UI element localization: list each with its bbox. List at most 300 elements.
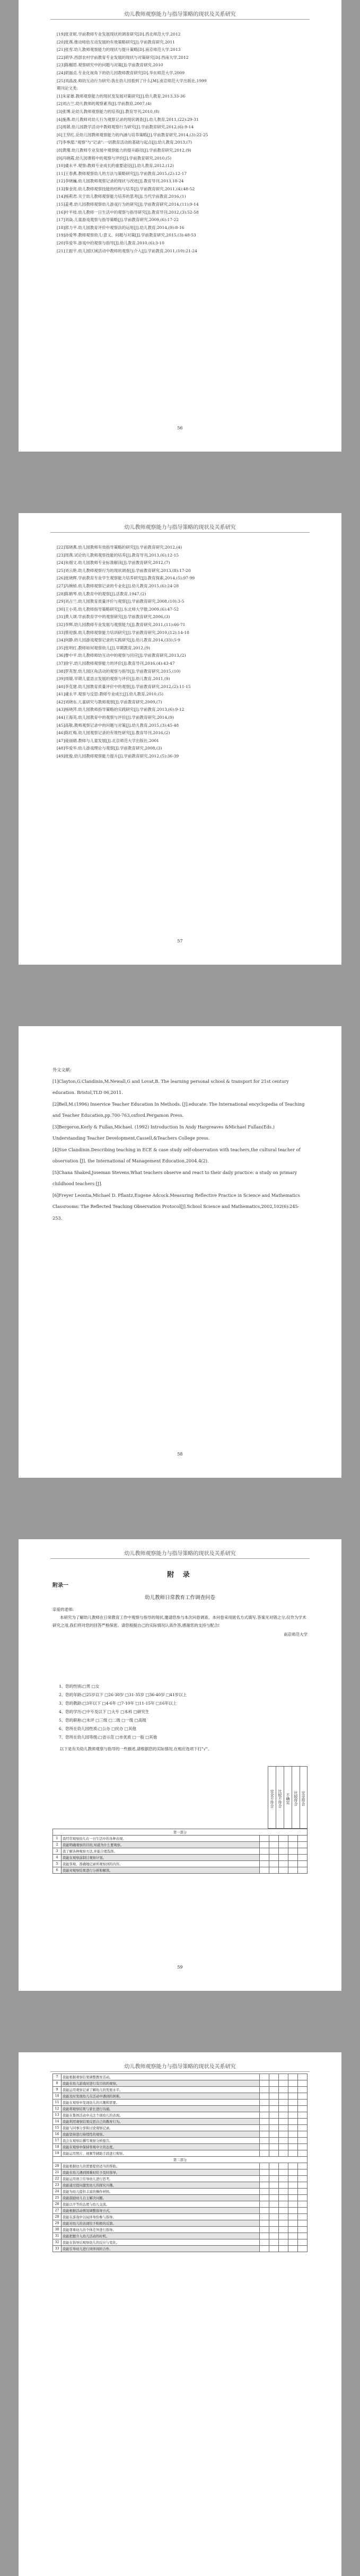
question-row (53, 2150, 308, 2157)
question-number: 29 (53, 2220, 62, 2227)
answer-cell[interactable] (269, 2112, 279, 2119)
answer-cell[interactable] (269, 2195, 279, 2201)
answer-cell[interactable] (269, 2201, 279, 2208)
reference-entry: [19]张亚妮.学前教师专业发展现状的调查研究[D].西北师范大学,2012 (57, 32, 181, 37)
answer-cell[interactable] (288, 2182, 298, 2189)
question-number: 3 (53, 1848, 62, 1855)
foreign-references-heading: 外文文献: (52, 1067, 72, 1072)
basic-info-item: 3、您的教龄:□3年以下 □4-6年 □7-10年 □11-15年 □16年以上 (59, 1701, 177, 1706)
answer-cell[interactable] (288, 2074, 298, 2080)
answer-cell[interactable] (298, 1867, 308, 1874)
answer-cell[interactable] (288, 2080, 298, 2087)
answer-cell[interactable] (269, 2169, 279, 2176)
answer-cell[interactable] (298, 2119, 308, 2125)
answer-cell[interactable] (298, 2214, 308, 2220)
answer-cell[interactable] (288, 2195, 298, 2201)
reference-entry: [1]Clayton,G.Clandinin,M.Newall,G and Lovat,B. The learning personal school & transport for 21st century education. Bristol,TLD 06,2011. (52, 1078, 289, 1095)
answer-cell[interactable] (260, 2099, 269, 2106)
reference-entry: [27]冯婉桢.幼儿教师观察记录的专业化[J].幼儿教育,2015,(6):24-28 (57, 583, 179, 588)
answer-cell[interactable] (279, 2220, 288, 2227)
answer-cell[interactable] (298, 2233, 308, 2239)
answer-cell[interactable] (260, 1842, 269, 1848)
question-number: 9 (53, 2087, 62, 2093)
answer-column-header: 完全符合 (300, 1766, 308, 1829)
answer-cell[interactable] (260, 2182, 269, 2189)
reference-entry: [41]虞永平.观察与反思:教师专业成长[J].幼儿教育,2010,(5) (57, 692, 164, 697)
reference-entry: [10]虞永平.观察:教师专业成长的重要途径[J].幼儿教育,2012,(12) (57, 163, 174, 169)
answer-cell[interactable] (279, 2106, 288, 2112)
answer-cell[interactable] (260, 2227, 269, 2233)
answer-cell[interactable] (288, 2201, 298, 2208)
answer-cell[interactable] (288, 2233, 298, 2239)
answer-cell[interactable] (260, 2080, 269, 2087)
question-number: 8 (53, 2080, 62, 2087)
question-text: 我能尊重幼儿的个体差异进行指导。 (62, 2227, 260, 2233)
answer-cell[interactable] (298, 1842, 308, 1848)
answer-cell[interactable] (279, 1836, 288, 1842)
question-number: 16 (53, 2131, 62, 2138)
answer-cell[interactable] (260, 2150, 269, 2157)
question-text: 我能将观察结果与家长进行沟通。 (62, 2106, 260, 2112)
reference-entry: [22]胡华.西部农村学前教育专业发展的现状与对策研究[D].西南大学,2012 (57, 55, 189, 60)
answer-cell[interactable] (288, 1842, 298, 1848)
answer-cell[interactable] (288, 2239, 298, 2246)
answer-cell[interactable] (288, 2169, 298, 2176)
question-number: 6 (53, 1867, 62, 1874)
appendix-title: 附 录 (167, 1571, 193, 1579)
question-number: 30 (53, 2227, 62, 2233)
answer-cell[interactable] (298, 2201, 308, 2208)
answer-cell[interactable] (279, 2119, 288, 2125)
question-text: 我能利用观察结果反思自己的教育行为。 (62, 2119, 260, 2125)
answer-cell[interactable] (298, 2227, 308, 2233)
reference-entry: [24]朱细文.幼儿园教师专业标准解读[J].学前教育研究,2012,(7) (57, 560, 170, 566)
answer-cell[interactable] (269, 2214, 279, 2220)
answer-cell[interactable] (260, 2125, 269, 2131)
question-number: 28 (53, 2214, 62, 2220)
question-row (53, 1861, 308, 1867)
answer-cell[interactable] (298, 2182, 308, 2189)
answer-cell[interactable] (260, 2246, 269, 2252)
reference-entry: [14]杨莉君.关于幼儿教师观察能力培养的思考[J].当代学前教育,2016,(1) (57, 194, 186, 199)
answer-cell[interactable] (260, 1836, 269, 1842)
answer-cell[interactable] (260, 2233, 269, 2239)
reference-entry: [3]张博.论幼儿教师观察能力的培养[J].教育导刊,2010,(8) (57, 109, 160, 114)
answer-cell[interactable] (288, 1867, 298, 1874)
answer-cell[interactable] (279, 1855, 288, 1861)
question-row (53, 2144, 308, 2150)
reference-entry: [26]张晓辉.学前教育专业学生观察能力培养研究[J].教育探索,2014,(5):97-99 (57, 576, 195, 581)
answer-cell[interactable] (260, 2131, 269, 2138)
reference-entry: [42]刘晓东.儿童研究与教师观察[J].学前教育研究,2009,(7) (57, 699, 162, 704)
question-text: 我能把握介入幼儿活动的时机。 (62, 2233, 260, 2239)
intro-paragraph: 本研究为了解幼儿教师在日常教育工作中观察与指导的现状,邀请您参与本次问卷调查。本问卷采用匿名方式填写,答案无对错之分,仅作为学术研究之用,我们将对您的回答严格保密。请您根据自己的实际情况认真作答,感谢您的支持与配合! (52, 1615, 306, 1628)
question-text: 我能根据活动情况调整指导方式。 (62, 2208, 260, 2214)
answer-column-header: 完全不符合 (268, 1766, 276, 1829)
answer-cell[interactable] (279, 2169, 288, 2176)
question-row (53, 1867, 308, 1874)
answer-cell[interactable] (298, 1861, 308, 1867)
answer-cell[interactable] (298, 2176, 308, 2182)
reference-entry: [13]秦金亮.幼儿教师观察技能的结构与培养[J].学前教育研究,2011,(4):48-52 (57, 186, 195, 191)
answer-cell[interactable] (269, 2208, 279, 2214)
reference-entry: [39]周兢.早期儿童语言发展的观察与评价[J].幼儿教育,2011,(9) (57, 676, 170, 682)
question-number: 7 (53, 2074, 62, 2080)
question-text: 我能客观、准确地记录所观察到的内容。 (62, 1861, 260, 1867)
answer-cell[interactable] (288, 2144, 298, 2150)
answer-cell[interactable] (260, 2176, 269, 2182)
reference-entry: [43]杨晓萍.幼儿园教师指导策略的实践研究[J].学前教育,2013,(6):9-12 (57, 707, 185, 712)
reference-entry: [25]刘晶波.师幼互动行为研究:我在幼儿园看到了什么[M].南京师范大学出版社,1999 (57, 78, 207, 83)
reference-entry: [24]胡福贞.专业化视角下的幼儿园教师教育研究[D].华东师范大学,2009 (57, 70, 185, 75)
question-text: 我能根据幼儿的需要提供适当的帮助。 (62, 2163, 260, 2169)
answer-cell[interactable] (260, 2074, 269, 2080)
question-number: 20 (53, 2163, 62, 2169)
reference-entry: [36]曹中平.幼儿教师师幼互动中的观察与回应[J].学前教育研究,2013,(2) (57, 653, 186, 658)
question-row (53, 2189, 308, 2195)
reference-entry: [8]黄瑾.幼儿教师专业发展中观察能力的提升路径[J].学前教育研究,2012,(9) (57, 147, 191, 153)
question-text: 我能运用观察记录了解幼儿的发展水平。 (62, 2087, 260, 2093)
answer-cell[interactable] (269, 1861, 279, 1867)
answer-cell[interactable] (279, 2080, 288, 2087)
reference-entry: [20]张燕.推动师幼互动发展的有效策略研究[J].学前教育研究,2011 (57, 39, 175, 45)
answer-cell[interactable] (279, 2208, 288, 2214)
answer-cell[interactable] (269, 1867, 279, 1874)
answer-cell[interactable] (288, 2119, 298, 2125)
answer-cell[interactable] (260, 2239, 269, 2246)
reference-entry: [49]张俊.幼儿园教师观察能力提升[J].学前教育研究,2012,(5):36-39 (57, 754, 179, 759)
instruction (52, 1745, 308, 1753)
answer-cell[interactable] (260, 2220, 269, 2227)
question-text: 我能鼓励幼儿自主解决问题。 (62, 2195, 260, 2201)
reference-entry: [5]周兢.幼儿园教学活动中教师观察行为研究[J].学前教育研究,2012,(6):9-14 (57, 125, 194, 130)
reference-entry: [6]王坚红.论幼儿园教师观察能力的内涵与培养策略[J].学前教育研究,2014,(3):22-25 (57, 132, 208, 137)
answer-cell[interactable] (260, 1855, 269, 1861)
question-number: 14 (53, 2119, 62, 2125)
answer-cell[interactable] (260, 2112, 269, 2119)
reference-entry: [40]李克建.幼儿园教育质量评价中的观察[J].学前教育研究,2012,(2):11-15 (57, 684, 191, 689)
reference-entry: [33]蔡迎旗.幼儿教师观察能力培训研究[J].学前教育研究,2010,(12):14-18 (57, 630, 189, 635)
answer-cell[interactable] (279, 2227, 288, 2233)
answer-cell[interactable] (279, 2099, 288, 2106)
question-row (53, 2233, 308, 2239)
answer-cell[interactable] (279, 2093, 288, 2099)
question-text: 我能与同事分享和讨论观察记录。 (62, 2125, 260, 2131)
answer-cell[interactable] (260, 2093, 269, 2099)
answer-cell[interactable] (269, 2125, 279, 2131)
answer-cell[interactable] (279, 2233, 288, 2239)
answer-cell[interactable] (298, 2195, 308, 2201)
question-text: 我能根据观察结果调整教育活动。 (62, 2074, 260, 2080)
answer-cell[interactable] (288, 2125, 298, 2131)
answer-cell[interactable] (269, 2220, 279, 2227)
appendix-subtitle: 附录一 (52, 1583, 68, 1589)
answer-cell[interactable] (279, 2087, 288, 2093)
answer-cell[interactable] (260, 2189, 269, 2195)
question-number: 21 (53, 2169, 62, 2176)
question-text: 我能在幼儿遇到困难时给予及时指导。 (62, 2169, 260, 2176)
answer-cell[interactable] (269, 2087, 279, 2093)
reference-entry: [31]黄人颂.学前教育学中的观察研究[J].学前教育研究,2006,(3) (57, 614, 170, 620)
answer-cell[interactable] (269, 2074, 279, 2080)
page-number: 59 (177, 1965, 183, 1970)
answer-cell[interactable] (260, 2163, 269, 2169)
answer-cell[interactable] (269, 2099, 279, 2106)
answer-cell[interactable] (269, 2093, 279, 2099)
question-row (53, 2119, 308, 2125)
question-text: 我能坚持进行持续性的观察。 (62, 2131, 260, 2138)
document-page-1 (19, 0, 341, 452)
answer-cell[interactable] (260, 2214, 269, 2220)
basic-info-item: 2、您的年龄:□25岁以下 □26-30岁 □31-35岁 □36-40岁 □41岁以上 (59, 1692, 187, 1697)
question-number: 15 (53, 2125, 62, 2131)
reference-entry: 期刊论文类: (57, 86, 78, 91)
answer-cell[interactable] (288, 2106, 298, 2112)
answer-cell[interactable] (288, 2112, 298, 2119)
question-number: 32 (53, 2239, 62, 2246)
question-row (53, 2220, 308, 2227)
question-row (53, 2163, 308, 2169)
answer-cell[interactable] (279, 2074, 288, 2080)
answer-cell[interactable] (260, 1867, 269, 1874)
answer-cell[interactable] (269, 2239, 279, 2246)
reference-entry: [11]王春燕.教师观察幼儿的方法与策略研究[J].学前教育,2015,(2):12-17 (57, 171, 187, 176)
answer-cell[interactable] (279, 2125, 288, 2131)
basic-info-list (59, 1682, 308, 1742)
question-row (53, 1848, 308, 1855)
answer-cell[interactable] (298, 2220, 308, 2227)
question-row (53, 2093, 308, 2099)
reference-entry: [46]陈红梅.幼儿园观察记录的有效性研究[J].教育导刊,2016,(2) (57, 730, 170, 736)
answer-cell[interactable] (260, 1861, 269, 1867)
running-header: 幼儿教师观察能力与指导策略的现状及关系研究 (50, 1549, 310, 1559)
answer-cell[interactable] (269, 2227, 279, 2233)
answer-cell[interactable] (260, 2195, 269, 2201)
answer-cell[interactable] (269, 1842, 279, 1848)
question-row (53, 2227, 308, 2233)
answer-cell[interactable] (298, 2169, 308, 2176)
answer-cell[interactable] (298, 2150, 308, 2157)
answer-cell[interactable] (260, 2208, 269, 2214)
answer-cell[interactable] (298, 2074, 308, 2080)
answer-cell[interactable] (298, 2246, 308, 2252)
answer-cell[interactable] (269, 2131, 279, 2138)
reference-entry: [4]Sue Clandinin.Describing teaching in ECE & case study self-observation with teachers,the cultural teacher of observation [J]. the International of Management Education,2004.4(2). (52, 1146, 301, 1163)
answer-cell[interactable] (279, 2195, 288, 2201)
question-text: 我了解各种观察方法,并能合理选择。 (62, 1848, 260, 1855)
answer-cell[interactable] (279, 1867, 288, 1874)
answer-cell[interactable] (279, 1842, 288, 1848)
document-page-2 (19, 513, 341, 965)
reference-entry: [4]施燕.幼儿教师对幼儿行为观察记录的现状调查[J].幼儿教育,2011,(22):29-31 (57, 117, 199, 122)
reference-entry: [38]罗英智.幼儿园区角活动的观察与指导[J].学前教育研究,2015,(10) (57, 668, 181, 674)
question-number: 5 (53, 1861, 62, 1867)
reference-entry: [5]Chana Shaked,Joseman Stevens.What teachers observe and react to their daily practice: a study on primary childhood teachers [J]. (52, 1169, 297, 1186)
question-row (53, 2112, 308, 2119)
answer-cell[interactable] (279, 2201, 288, 2208)
answer-cell[interactable] (260, 2169, 269, 2176)
answer-cell[interactable] (279, 2150, 288, 2157)
reference-entry: [23]陈帼眉.观察研究中的问题与对策[J].学前教育研究,2010 (57, 63, 163, 68)
question-row (53, 2182, 308, 2189)
answer-column-header: 比较符合 (292, 1766, 300, 1829)
answer-cell[interactable] (269, 2176, 279, 2182)
questionnaire-title: 幼儿教师日常教育工作调查问卷 (144, 1595, 215, 1601)
answer-cell[interactable] (288, 2208, 298, 2214)
question-text: 我能及时发现幼儿在活动中遇到的困难。 (62, 2093, 260, 2099)
answer-cell[interactable] (288, 2176, 298, 2182)
answer-cell[interactable] (288, 1861, 298, 1867)
answer-cell[interactable] (279, 2246, 288, 2252)
answer-cell[interactable] (260, 2138, 269, 2144)
answer-cell[interactable] (260, 2201, 269, 2208)
answer-cell[interactable] (269, 2189, 279, 2195)
reference-entry: [28]陈鹤琴.幼儿教育中的观察[J].活教育,1947,(2) (57, 591, 146, 596)
answer-cell[interactable] (279, 2189, 288, 2195)
answer-cell[interactable] (298, 2106, 308, 2112)
answer-cell[interactable] (279, 2144, 288, 2150)
answer-cell[interactable] (288, 1855, 298, 1861)
reference-entry: [47]庞丽娟.教师与儿童发展[J].北京师范大学出版社,2001 (57, 738, 159, 743)
answer-cell[interactable] (269, 1836, 279, 1842)
questionnaire-table (52, 1829, 308, 1874)
reference-entry: [18]郭力平.幼儿园教育评价中观察法的运用[J].幼儿教育,2014,(9):8-16 (57, 225, 185, 230)
question-number: 27 (53, 2208, 62, 2214)
answer-cell[interactable] (298, 1855, 308, 1861)
answer-cell[interactable] (288, 2246, 298, 2252)
answer-cell[interactable] (269, 2182, 279, 2189)
answer-cell[interactable] (279, 2112, 288, 2119)
answer-cell[interactable] (288, 2189, 298, 2195)
reference-entry: [35]张明红.教师如何观察幼儿[J].早期教育,2012,(9) (57, 645, 151, 650)
answer-cell[interactable] (298, 2189, 308, 2195)
answer-cell[interactable] (260, 2144, 269, 2150)
answer-cell[interactable] (279, 2163, 288, 2169)
section-row (53, 1829, 308, 1836)
answer-cell[interactable] (269, 1848, 279, 1855)
answer-cell[interactable] (279, 2214, 288, 2220)
answer-cell[interactable] (298, 2138, 308, 2144)
answer-cell[interactable] (298, 2144, 308, 2150)
answer-cell[interactable] (269, 1855, 279, 1861)
running-header: 幼儿教师观察能力与指导策略的现状及关系研究 (50, 2062, 310, 2072)
question-row (53, 2074, 308, 2080)
answer-cell[interactable] (298, 2163, 308, 2169)
answer-cell[interactable] (288, 1848, 298, 1855)
answer-cell[interactable] (288, 2087, 298, 2093)
answer-cell[interactable] (298, 2080, 308, 2087)
answer-cell[interactable] (260, 2119, 269, 2125)
question-text: 我能以平等的态度与幼儿交流。 (62, 2201, 260, 2208)
question-text: 我能在观察中发现幼儿的兴趣和需要。 (62, 2099, 260, 2106)
question-row (53, 2131, 308, 2138)
answer-cell[interactable] (288, 2220, 298, 2227)
question-number: 19 (53, 2150, 62, 2157)
answer-cell[interactable] (298, 2087, 308, 2093)
answer-cell[interactable] (298, 2093, 308, 2099)
answer-cell[interactable] (269, 2106, 279, 2112)
reference-entry: [32]李辉.幼儿园教师专业发展与观察能力[J].教育研究,2011,(11):66-71 (57, 622, 186, 627)
reference-entry: [3]Bergeron,Kerly & Fullan,Michael. (1992) Introduction In Andy Hargreaves &Michael Fullan(Eds.) Understanding Teacher Development,Cassell,&Teachers College press. (52, 1124, 275, 1141)
reference-entry: [19]孙爱琴.教师观察幼儿:意义、问题与对策[J].学前教育研究,2015,(3):48-53 (57, 233, 196, 238)
question-row (53, 1836, 308, 1842)
reference-entry: [17]刘焱.儿童游戏观察与指导策略[J].学前教育研究,2009,(6):17-22 (57, 217, 179, 223)
answer-cell[interactable] (298, 2099, 308, 2106)
reference-entry: [34]何静.幼儿园游戏观察记录的实践研究[J].幼儿教育,2014,(33):5-9 (57, 638, 180, 643)
reference-list (57, 31, 303, 255)
answer-cell[interactable] (279, 1848, 288, 1855)
answer-cell[interactable] (269, 2119, 279, 2125)
answer-cell[interactable] (269, 2138, 279, 2144)
reference-entry: [12]李晓巍.幼儿园教师观察记录的现状与改进[J].教育导刊,2013,18-24 (57, 179, 184, 184)
question-number: 1 (53, 1836, 62, 1842)
answer-cell[interactable] (269, 2080, 279, 2087)
answer-cell[interactable] (288, 1836, 298, 1842)
answer-cell[interactable] (288, 2227, 298, 2233)
answer-cell[interactable] (288, 2150, 298, 2157)
answer-cell[interactable] (260, 1848, 269, 1855)
answer-cell[interactable] (279, 2182, 288, 2189)
answer-cell[interactable] (269, 2150, 279, 2157)
question-text: 我能在指导后观察幼儿的反应与变化。 (62, 2239, 260, 2246)
answer-cell[interactable] (279, 2176, 288, 2182)
reference-entry: [29]刘占兰.幼儿园教育质量评价与观察[J].学前教育研究,2008,(10):3-5 (57, 599, 185, 604)
document-page-4 (19, 1539, 341, 1991)
question-row (53, 2169, 308, 2176)
signature: 南京师范大学 (284, 1632, 308, 1637)
answer-cell[interactable] (288, 2214, 298, 2220)
reference-entry: [20]华爱华.游戏中的观察与指导[J].幼儿教育,2010,(6):3-10 (57, 241, 164, 246)
answer-cell[interactable] (269, 2233, 279, 2239)
answer-cell[interactable] (298, 2239, 308, 2246)
reference-entry: [23]周燕.试论幼儿教师观察技能的培养[J].教育导刊,2013,(6):12-15 (57, 552, 179, 558)
answer-cell[interactable] (288, 2138, 298, 2144)
page-number: 57 (177, 939, 183, 943)
answer-cell[interactable] (260, 2087, 269, 2093)
answer-cell[interactable] (279, 2138, 288, 2144)
question-text: 我能在游戏中以玩伴身份参与指导。 (62, 2214, 260, 2220)
answer-cell[interactable] (269, 2246, 279, 2252)
answer-cell[interactable] (279, 1861, 288, 1867)
reference-list (57, 544, 303, 761)
basic-info-item: 1、您的性别:□男 □女 (59, 1684, 100, 1689)
answer-cell[interactable] (298, 2112, 308, 2119)
question-text: 我能在观察前制订观察计划。 (62, 1855, 260, 1861)
question-number: 22 (53, 2176, 62, 2182)
answer-cell[interactable] (298, 1848, 308, 1855)
answer-cell[interactable] (269, 2144, 279, 2150)
question-row (53, 2201, 308, 2208)
answer-column-header: 不确定 (284, 1766, 292, 1829)
question-text: 我能运用照片、视频等辅助手段进行观察。 (62, 2150, 260, 2157)
answer-cell[interactable] (288, 2131, 298, 2138)
answer-cell[interactable] (288, 2099, 298, 2106)
answer-cell[interactable] (279, 2131, 288, 2138)
answer-cell[interactable] (298, 2131, 308, 2138)
answer-cell[interactable] (298, 2125, 308, 2131)
question-row (53, 2138, 308, 2144)
answer-cell[interactable] (269, 2163, 279, 2169)
question-number: 4 (53, 1855, 62, 1861)
reference-entry: [2]刘占兰.幼儿教师的观察素养[J].学前教育,2007,(4) (57, 101, 152, 107)
answer-cell[interactable] (298, 2208, 308, 2214)
reference-entry: [37]徐宇.幼儿园教师观察能力的评价[J].教育导刊,2016,(4):43-47 (57, 660, 175, 666)
answer-cell[interactable] (288, 2093, 298, 2099)
answer-cell[interactable] (298, 1836, 308, 1842)
answer-cell[interactable] (279, 2239, 288, 2246)
answer-cell[interactable] (260, 2106, 269, 2112)
answer-cell[interactable] (288, 2163, 298, 2169)
